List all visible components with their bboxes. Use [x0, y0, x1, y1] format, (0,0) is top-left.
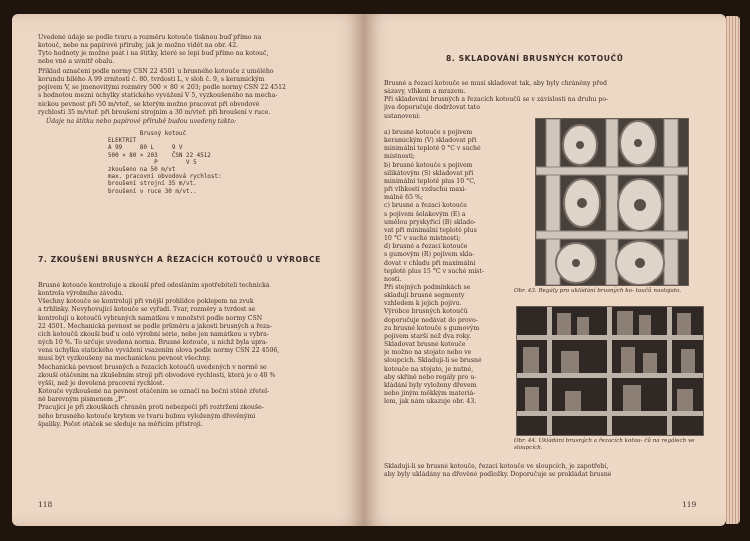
paragraph-4-line: špalíky. Počet otáček se sleduje na měřicím přístroji. — [38, 420, 203, 428]
paragraph-4-line: 22 4501. Mechanická pevnost se podle průměru a jakosti brusných a řeza- — [38, 322, 272, 330]
paragraph-4-line: ného brusného kotouče krytem ve tvaru bubnu vyloženým dřevěnými — [38, 412, 256, 420]
paragraph-4-line: vena úchylka statického vyvážení vsazením olova podle normy ČSN 22 4506, — [38, 347, 280, 355]
paragraph-1-line: nebo vně a uvnitř obalu. — [38, 58, 115, 66]
label-line: ELEKTRIT — [108, 138, 137, 145]
storage-rule-line: Skladovat brusné kotouče — [384, 341, 466, 349]
label-example — [108, 131, 222, 196]
storage-rule-line: lem, jak nám ukazuje obr. 43. — [384, 398, 477, 406]
figure-44-caption: Obr. 44. Ukládání brusných a řezacích kotou- čů na regálech ve sloupcích. — [514, 438, 695, 452]
paragraph-4-line: musí být vyzkoušeny na mechanickou pevnost všechny. — [38, 355, 211, 363]
paragraph-2 — [38, 68, 356, 117]
label-line: Brusný kotouč — [108, 131, 187, 137]
storage-rule-line: keramickým (V) skladovat při — [384, 137, 477, 145]
label-line: broušení strojní 35 m/vt. — [108, 181, 197, 188]
paragraph-2-line: Příklad označení podle normy ČSN 22 4501 u brusného kotouče z umělého — [38, 68, 274, 75]
label-line: A 99 80 L 9 V — [108, 145, 183, 152]
paragraph-4-line: ných 10 %. To určuje uvedená norma. Brusné kotouče, u nichž byla upra- — [38, 339, 268, 347]
intro-line: sázavy, vlhkem a mrazem. — [384, 88, 466, 96]
storage-rule-line: sloupcích. Skladují-li se brusné — [384, 357, 482, 365]
closing-line: aby byly ukládány na dřevěné podložky. Doporučuje se prokládat brusné — [384, 471, 612, 479]
paragraph-4-line: a trhlinky. Nevyhovující kotouče se vyřadí. Tvar, rozměry a tvrdost se — [38, 306, 256, 314]
closing-paragraph — [384, 463, 704, 479]
storage-rule-line: aby skříně nebo regály pro u- — [384, 373, 477, 381]
storage-rule-line: silikátovým (S) skladovat při — [384, 169, 474, 177]
paragraph-4-line: vyšší, než je dovolená pracovní rychlost. — [38, 379, 165, 387]
paragraph-4 — [38, 282, 356, 429]
storage-rule-line: při vlhkosti vzduchu maxi- — [384, 186, 467, 194]
paragraph-2-line: nickou pevnost při 50 m/vteř., se kterým možno pracovat při obvodové — [38, 100, 260, 108]
figure-44-photo — [516, 306, 704, 436]
storage-rule-line: d) brusné a řezací kotouče — [384, 243, 468, 251]
storage-rule-line: pojivem starší než dva roky. — [384, 332, 472, 340]
paragraph-2-line: rychlosti 35 m/vteř. při broušení strojním a 30 m/vteř. při broušení v ruce. — [38, 108, 271, 116]
storage-rule-line: c) brusné a řezací kotouče — [384, 202, 467, 210]
right-page — [364, 14, 726, 526]
section-heading-7: 7. ZKOUŠENÍ BRUSNÝCH A ŘEZACÍCH KOTOUČŮ U VÝROBCE — [38, 255, 321, 264]
paragraph-4-line: Brusné kotouče kontroluje a zkouší před odesláním spotřebiteli technická — [38, 282, 270, 289]
section-heading-8: 8. SKLADOVÁNÍ BRUSNÝCH KOTOUČŮ — [446, 54, 624, 63]
intro-line: ustanovení: — [384, 112, 421, 120]
storage-rule-line: a) brusné kotouče s pojivem — [384, 129, 473, 136]
label-line: broušení v ruce 30 m/vt.. — [108, 188, 197, 195]
figure-43-photo — [535, 118, 689, 286]
label-line: max. pracovní obvodová rychlost: — [108, 174, 222, 181]
page-number: 118 — [38, 500, 53, 509]
paragraph-4-line: ně barevným písmenem „P". — [38, 396, 127, 404]
paragraph-2-line: pojivem V, se jmenovitými rozměry 500 × 80 × 203; podle normy ČSN 22 4512 — [38, 84, 286, 92]
storage-rule-line: Při stejných podmínkách se — [384, 283, 471, 291]
storage-rule-line: b) brusné kotouče s pojivem — [384, 161, 473, 169]
paragraph-4-line: zkouší otáčením na zkušebním stroji při obvodové rychlosti, která je o 40 % — [38, 371, 276, 379]
intro-paragraph — [384, 80, 704, 121]
storage-rule-line: s pojivem šelakovým (E) a — [384, 210, 466, 218]
intro-line: jiva doporučuje dodržovat tato — [384, 104, 480, 112]
storage-rule-line: 10 °C v suché místnosti; — [384, 235, 461, 243]
storage-rule-line: zu brusné kotouče s gumovým — [384, 324, 480, 332]
label-line: 500 × 80 × 203 ČSN 22 4512 — [108, 152, 211, 159]
storage-rule-line: vzhledem k jejich pojivu. — [384, 300, 462, 308]
storage-rule-line: nosti. — [384, 275, 402, 283]
paragraph-4-line: kontrola výrobního závodu. — [38, 290, 124, 298]
label-line: zkoušeno na 50 m/vt — [108, 167, 176, 174]
figure-43-image — [536, 119, 688, 285]
intro-line: Brusné a řezací kotouče se musí skladovat tak, aby byly chráněny před — [384, 80, 607, 87]
storage-rule-line: málně 65 %; — [384, 194, 423, 202]
storage-rule-line: s gumovým (R) pojivem skla- — [384, 251, 475, 259]
paragraph-4-line: Mechanická pevnost brusných a řezacích kotoučů uvedených v normě se — [38, 363, 267, 371]
storage-rule-line: dovat v chladu při maximální — [384, 259, 476, 267]
storage-rule-line: doporučuje nedávat do provo- — [384, 316, 478, 324]
figure-44-image — [517, 307, 703, 435]
paragraph-3: Údaje na štítku nebo papírové přírubě budou uvedeny takto: — [46, 118, 237, 125]
storage-rule-line: kládání byly vyloženy dřevem — [384, 381, 477, 389]
storage-rule-line: minimální teplotě 0 °C v suché — [384, 145, 481, 153]
figure-43-caption: Obr. 43. Regály pro ukládání brusných ko- toučů nastojato. — [514, 288, 682, 294]
paragraph-4-line: Všechny kotouče se kontrolují při vnější prohlídce poklepem na zvuk — [38, 298, 254, 306]
paragraph-1-line: kotouč, nebo na papírové příruby, jak je možno vidět na obr. 42. — [38, 42, 239, 50]
paragraph-4-line: Pracující je při zkouškách chráněn proti nebezpečí při roztržení zkouše- — [38, 404, 264, 412]
storage-rules-list — [384, 129, 534, 406]
paragraph-2-line: korundu bílého A 99 zrnitosti č. 80, tvrdosti L, v sloh č. 9, s keramickým — [38, 76, 265, 84]
storage-rule-line: skladují brusné segmenty — [384, 292, 465, 300]
storage-rule-line: nebo jiným měkkým materiá- — [384, 390, 476, 397]
intro-line: Při skladování brusných a řezacích kotoučů se v závislosti na druhu po- — [384, 96, 609, 104]
storage-rule-line: je možno na stojato nebo ve — [384, 349, 472, 357]
storage-rule-line: kotouče na stojato, je nutné, — [384, 365, 474, 373]
paragraph-4-line: kontrolují u kotoučů vybraných namátkou v množství podle normy ČSN — [38, 314, 263, 322]
paragraph-1-line: Uvedené údaje se podle tvaru a rozměru kotouče tisknou buď přímo na — [38, 34, 262, 41]
left-page — [12, 14, 364, 526]
storage-rule-line: umělou pryskyřicí (B) sklado- — [384, 218, 477, 226]
paragraph-1-line: Tyto hodnoty je možno psát i na štítky, které se lepí buď přímo na kotouč, — [38, 50, 269, 58]
closing-line: Skladují-li se brusné kotouče, řezací kotouče ve sloupcích, je zapotřebí, — [384, 463, 609, 470]
page-number: 119 — [682, 500, 697, 509]
storage-rule-line: Výrobce brusných kotoučů — [384, 308, 468, 316]
storage-rule-line: vat při minimální teplotě plus — [384, 226, 477, 234]
storage-rule-line: teplotě plus 15 °C v suché míst- — [384, 267, 484, 275]
paragraph-4-line: cích kotoučů zkouší buď u celé výrobní série, nebo jen namátkou u vybra- — [38, 330, 269, 338]
paragraph-2-line: s hodnotou mezní úchylky statického vyvážení V 5, vyzkoušeného na mecha- — [38, 92, 278, 100]
storage-rule-line: místnosti; — [384, 153, 415, 161]
paragraph-1 — [38, 34, 356, 67]
paragraph-4-line: Kotouče vyzkoušené na pevnost otáčením se označí na boční stěně zřetel- — [38, 388, 270, 396]
label-line: P V 5 — [108, 159, 197, 166]
storage-rule-line: minimální teplotě plus 10 °C, — [384, 177, 476, 185]
page-edges — [726, 16, 740, 524]
